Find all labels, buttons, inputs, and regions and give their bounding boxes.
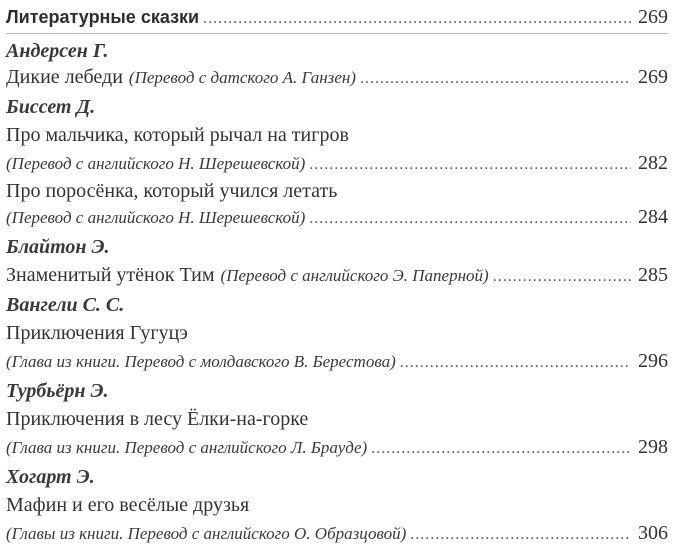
toc-author: Биссет Д. — [6, 96, 96, 118]
entry-note: (Глава из книги. Перевод с молдавского В. Берестова) — [6, 352, 396, 371]
toc-entry[interactable] — [6, 522, 668, 545]
toc-entry[interactable] — [6, 206, 668, 229]
entry-page-number: 284 — [638, 206, 668, 228]
leader-dots — [400, 354, 631, 372]
entry-page-number: 298 — [638, 436, 668, 458]
toc-entry[interactable] — [6, 264, 668, 287]
entry-note: (Главы из книги. Перевод с английского О. Образцовой) — [6, 524, 407, 543]
entry-title[interactable]: Приключения в лесу Ёлки-на-горке — [6, 408, 309, 430]
entry-note: (Перевод с английского Н. Шерешевской) — [6, 154, 306, 173]
leader-dots — [493, 268, 631, 286]
entry-note: (Глава из книги. Перевод с английского Л. Брауде) — [6, 438, 368, 457]
entry-page-number: 296 — [638, 350, 668, 372]
toc-entry[interactable] — [6, 152, 668, 175]
section-page-number: 269 — [638, 6, 668, 28]
toc-author: Блайтон Э. — [6, 236, 110, 258]
leader-dots — [360, 70, 631, 88]
entry-page-number: 285 — [638, 264, 668, 286]
toc-entry[interactable] — [6, 66, 668, 89]
entry-page-number: 306 — [638, 522, 668, 544]
toc-author: Вангели С. С. — [6, 294, 125, 316]
toc-author: Турбьёрн Э. — [6, 380, 109, 402]
section-title: Литературные сказки — [6, 7, 200, 27]
entry-page-number: 282 — [638, 152, 668, 174]
toc-entry[interactable] — [6, 350, 668, 373]
entry-title: Дикие лебеди — [6, 66, 123, 88]
entry-title[interactable]: Приключения Гугуцэ — [6, 322, 188, 344]
entry-note: (Перевод с датского А. Ганзен) — [128, 68, 356, 87]
leader-dots — [309, 210, 631, 228]
toc-section-row[interactable] — [6, 6, 668, 30]
entry-title[interactable]: Мафин и его весёлые друзья — [6, 494, 250, 516]
entry-note: (Перевод с английского Н. Шерешевской) — [6, 208, 306, 227]
toc-author: Хогарт Э. — [6, 466, 95, 488]
toc-author: Андерсен Г. — [6, 40, 109, 62]
entry-title: Знаменитый утёнок Тим — [6, 264, 215, 286]
leader-dots — [203, 10, 631, 28]
entry-title[interactable]: Про поросёнка, который учился летать — [6, 180, 338, 202]
header-rule — [6, 33, 668, 34]
leader-dots — [410, 526, 631, 544]
leader-dots — [371, 440, 631, 458]
leader-dots — [309, 156, 631, 174]
entry-title[interactable]: Про мальчика, который рычал на тигров — [6, 124, 349, 146]
entry-page-number: 269 — [638, 66, 668, 88]
toc-entry[interactable] — [6, 436, 668, 459]
entry-note: (Перевод с английского Э. Паперной) — [220, 266, 489, 285]
